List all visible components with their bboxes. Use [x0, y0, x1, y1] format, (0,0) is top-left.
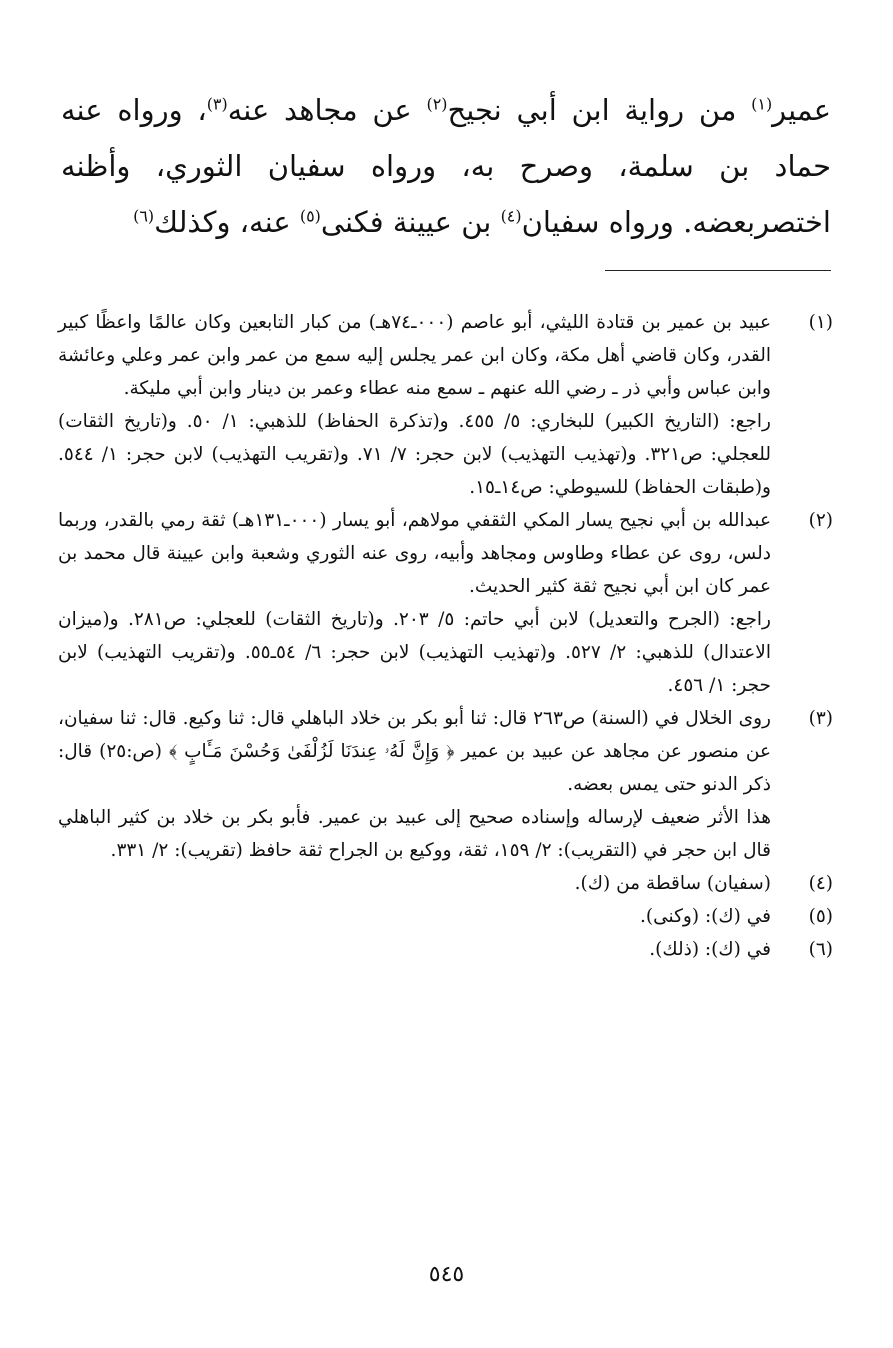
- footnote-number: (٦): [808, 939, 833, 960]
- footnote-body: [58, 933, 771, 966]
- footnote-3: [58, 702, 833, 867]
- footnote-number: (٤): [808, 873, 833, 894]
- footnote-body: [58, 702, 771, 867]
- footnote-body: [58, 900, 771, 933]
- footnote-number: (٥): [808, 906, 833, 927]
- footnote-body: [58, 306, 771, 504]
- footnote-paragraph: روى الخلال في (السنة) ص٢٦٣ قال: ثنا أبو بكر بن خلاد الباهلي قال: ثنا وكيع. قال: ثنا سفيان، عن منصور عن مجاهد عن عبيد بن عمير ﴿ وَإِنَّ لَهُۥ عِندَنَا لَزُلْفَىٰ وَحُسْنَ مَـَٔابٍ ﴾ (ص:٢٥) قال: ذكر الدنو حتى يمس بعضه.: [58, 708, 771, 795]
- footnote-body: [58, 867, 771, 900]
- footnote-paragraph: في (ك): (وكنى).: [640, 906, 771, 927]
- footnote-body: [58, 504, 771, 702]
- footnote-paragraph: في (ك): (ذلك).: [649, 939, 771, 960]
- main-text-segment: من رواية ابن أبي نجيح: [447, 93, 752, 127]
- main-text-segment: بن عيينة فكنى: [320, 205, 501, 239]
- footnote-ref-4[interactable]: (٤): [500, 206, 522, 226]
- main-text-segment: عن مجاهد عنه: [227, 93, 427, 127]
- footnote-paragraph: راجع: (الجرح والتعديل) لابن أبي حاتم: ٥/ ٢٠٣. و(تاريخ الثقات) للعجلي: ص٢٨١. و(ميزان الاعتدال) للذهبي: ٢/ ٥٢٧. و(تهذيب التهذيب) لابن حجر: ٦/ ٥٤ـ٥٥. و(تقريب التهذيب) لابن حجر: ١/ ٤٥٦.: [58, 609, 771, 696]
- footnote-1: [58, 306, 833, 504]
- footnote-paragraph: عبيد بن عمير بن قتادة الليثي، أبو عاصم (٠٠٠ـ٧٤هـ) من كبار التابعين وكان عالمًا واعظًا كبير القدر، وكان قاضي أهل مكة، وكان ابن عمر يجلس إليه سمع من عمر وابن عمر وعلي وعائشة وابن عباس وأبي ذر ـ رضي الله عنهم ـ سمع منه عطاء وعمر بن دينار وابن أبي مليكة.: [58, 312, 771, 399]
- footnote-ref-3[interactable]: (٣): [206, 94, 228, 114]
- footnotes: [58, 306, 833, 966]
- footnote-paragraph: (سفيان) ساقطة من (ك).: [574, 873, 771, 894]
- footnote-paragraph: هذا الأثر ضعيف لإرساله وإسناده صحيح إلى عبيد بن عمير. فأبو بكر بن خلاد بن كثير الباهلي قال ابن حجر في (التقريب): ٢/ ١٥٩، ثقة، ووكيع بن الجراح ثقة حافظ (تقريب): ٢/ ٣٣١.: [58, 807, 771, 861]
- footnote-paragraph: عبدالله بن أبي نجيح يسار المكي الثقفي مولاهم، أبو يسار (٠٠٠ـ١٣١هـ) ثقة رمي بالقدر، وربما دلس، روى عن عطاء وطاوس ومجاهد وأبيه، روى عنه الثوري وشعبة وابن عيينة قال محمد بن عمر كان ابن أبي نجيح ثقة كثير الحديث.: [58, 510, 771, 597]
- footnote-ref-1[interactable]: (١): [751, 94, 773, 114]
- main-text-segment: عنه، وكذلك: [154, 205, 300, 239]
- footnote-5: [58, 900, 833, 933]
- footnote-4: [58, 867, 833, 900]
- footnote-paragraph: راجع: (التاريخ الكبير) للبخاري: ٥/ ٤٥٥. و(تذكرة الحفاظ) للذهبي: ١/ ٥٠. و(تاريخ الثقات) للعجلي: ص٣٢١. و(تهذيب التهذيب) لابن حجر: ٧/ ٧١. و(تقريب التهذيب) لابن حجر: ١/ ٥٤٤. و(طبقات الحفاظ) للسيوطي: ص١٤ـ١٥.: [58, 411, 771, 498]
- footnote-number: (٣): [808, 708, 833, 729]
- main-text: [61, 82, 831, 250]
- footnote-6: [58, 933, 833, 966]
- main-text-segment: ، ورواه عنه حماد بن سلمة، وصرح به، ورواه سفيان الثوري، وأظنه اختصربعضه. ورواه سفيان: [61, 93, 831, 239]
- main-text-segment: عمير: [772, 93, 831, 127]
- footnote-2: [58, 504, 833, 702]
- footnote-ref-2[interactable]: (٢): [426, 94, 448, 114]
- footnote-number: (١): [808, 312, 833, 333]
- footnote-number: (٢): [808, 510, 833, 531]
- footnote-separator: [605, 270, 831, 271]
- footnote-ref-6[interactable]: (٦): [133, 206, 155, 226]
- page-number: ٥٤٥: [428, 1262, 465, 1287]
- footnote-ref-5[interactable]: (٥): [299, 206, 321, 226]
